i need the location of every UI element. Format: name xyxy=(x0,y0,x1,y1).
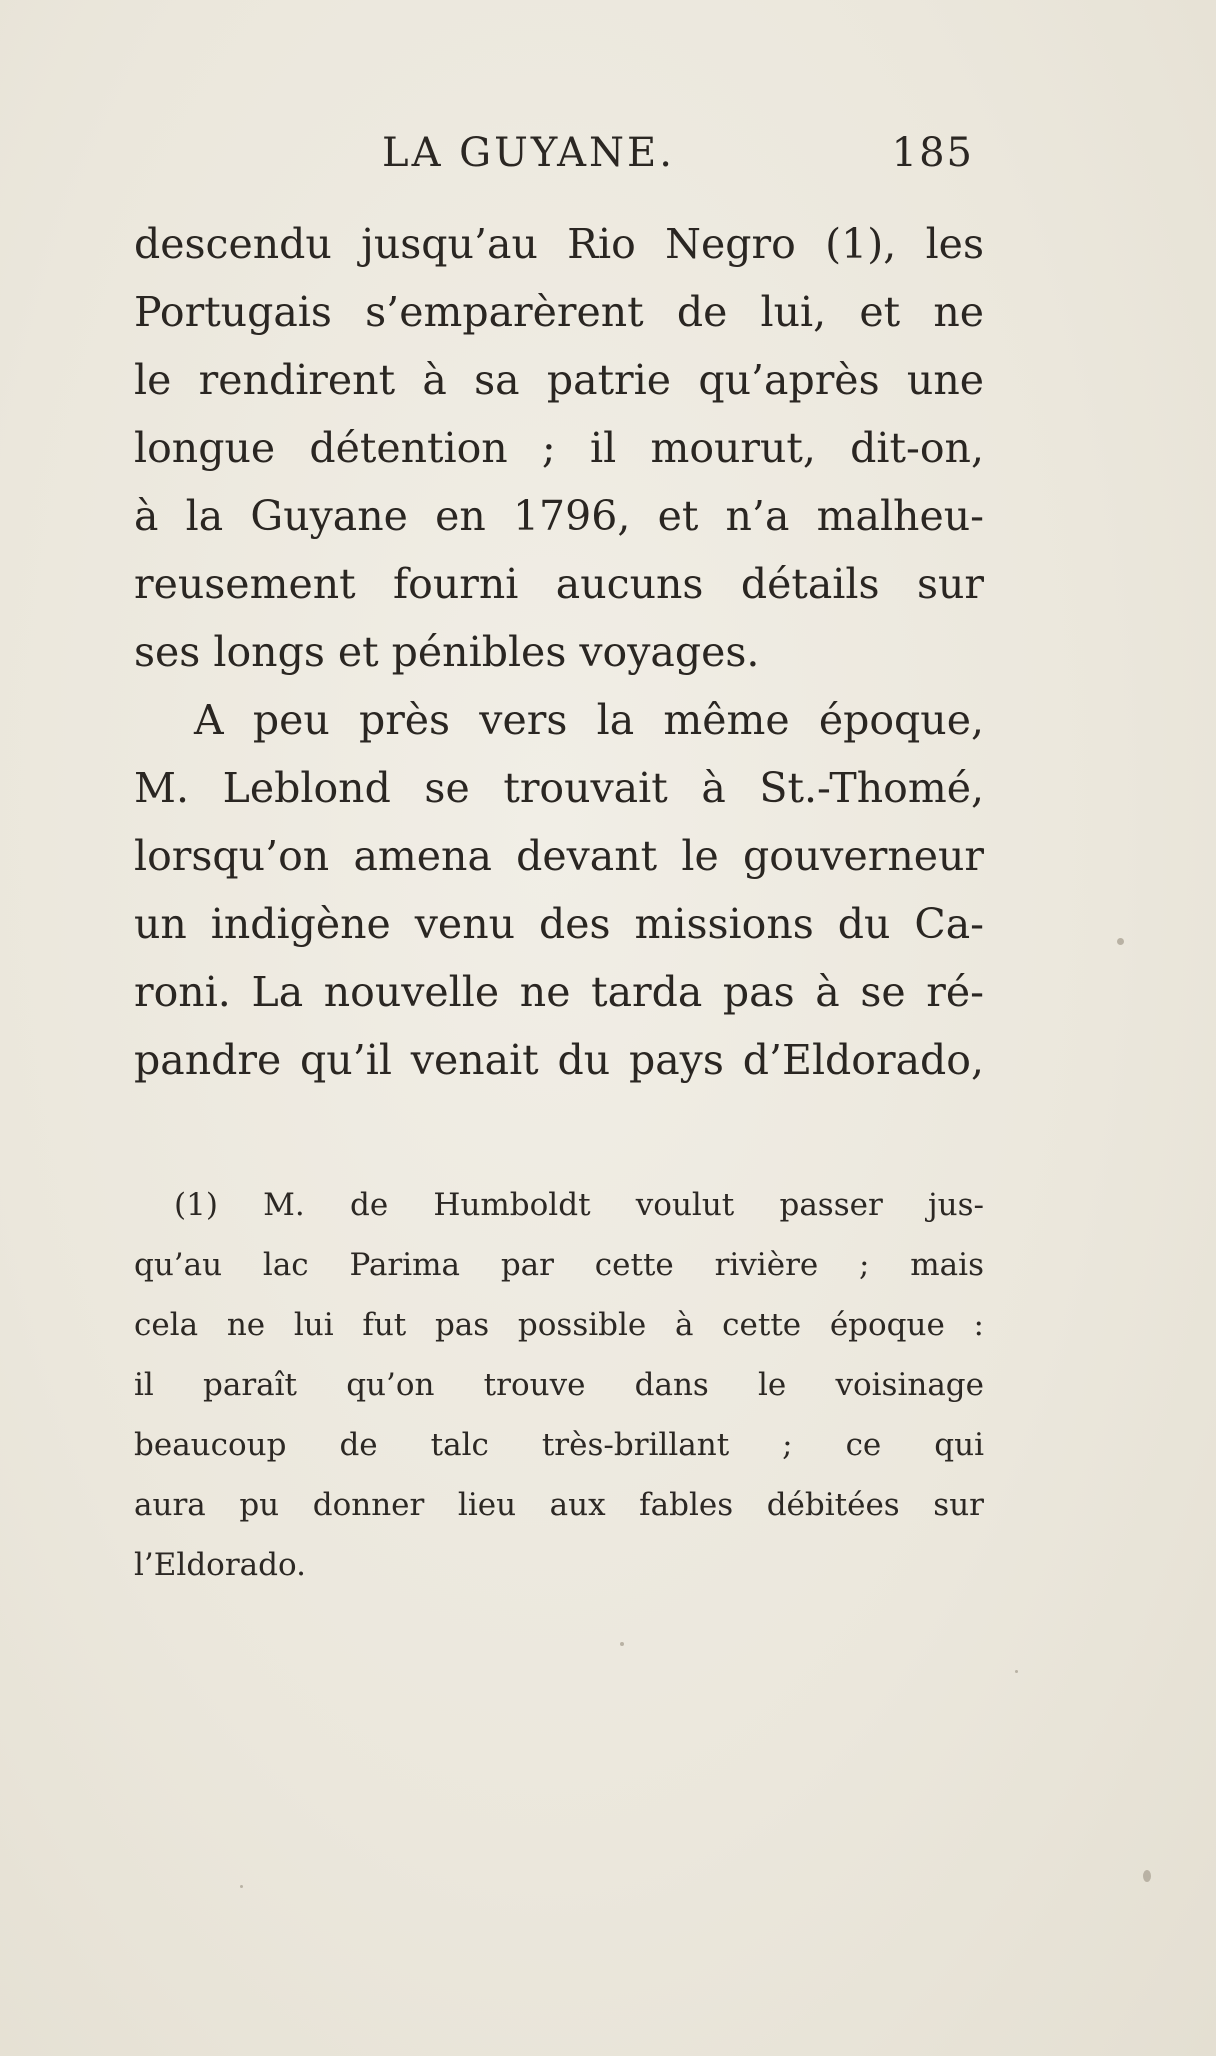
footnote-line: l’Eldorado. xyxy=(134,1547,306,1583)
text-line: un indigène venu des missions du Ca- xyxy=(134,900,984,948)
footnote-line: qu’au lac Parima par cette rivière ; mais xyxy=(134,1247,984,1283)
text-line: pandre qu’il venait du pays d’Eldorado, xyxy=(134,1036,984,1084)
footnote xyxy=(134,1175,984,1595)
footnote-line: cela ne lui fut pas possible à cette époque : xyxy=(134,1307,984,1343)
paper-speck xyxy=(1117,938,1124,945)
text-line: A peu près vers la même époque, xyxy=(194,696,984,744)
running-title: LA GUYANE. xyxy=(382,130,675,176)
paper-speck xyxy=(620,1642,624,1646)
text-line: roni. La nouvelle ne tarda pas à se ré- xyxy=(134,968,984,1016)
main-text xyxy=(134,210,984,1094)
text-line: Portugais s’emparèrent de lui, et ne xyxy=(134,288,984,336)
text-line: longue détention ; il mourut, dit-on, xyxy=(134,424,984,472)
footnote-line: (1) M. de Humboldt voulut passer jus- xyxy=(174,1187,984,1223)
footnote-line: aura pu donner lieu aux fables débitées sur xyxy=(134,1487,984,1523)
text-line: le rendirent à sa patrie qu’après une xyxy=(134,356,984,404)
text-line: reusement fourni aucuns détails sur xyxy=(134,560,984,608)
text-line: lorsqu’on amena devant le gouverneur xyxy=(134,832,984,880)
paper-speck xyxy=(1143,1870,1151,1882)
page-number: 185 xyxy=(891,130,974,176)
text-line: descendu jusqu’au Rio Negro (1), les xyxy=(134,220,984,268)
footnote-line: beaucoup de talc très-brillant ; ce qui xyxy=(134,1427,984,1463)
paper-speck xyxy=(1015,1670,1018,1673)
page-header xyxy=(134,130,974,190)
text-line: M. Leblond se trouvait à St.-Thomé, xyxy=(134,764,984,812)
paper-speck xyxy=(240,1885,243,1888)
text-line: à la Guyane en 1796, et n’a malheu- xyxy=(134,492,984,540)
footnote-line: il paraît qu’on trouve dans le voisinage xyxy=(134,1367,984,1403)
text-line: ses longs et pénibles voyages. xyxy=(134,628,760,676)
